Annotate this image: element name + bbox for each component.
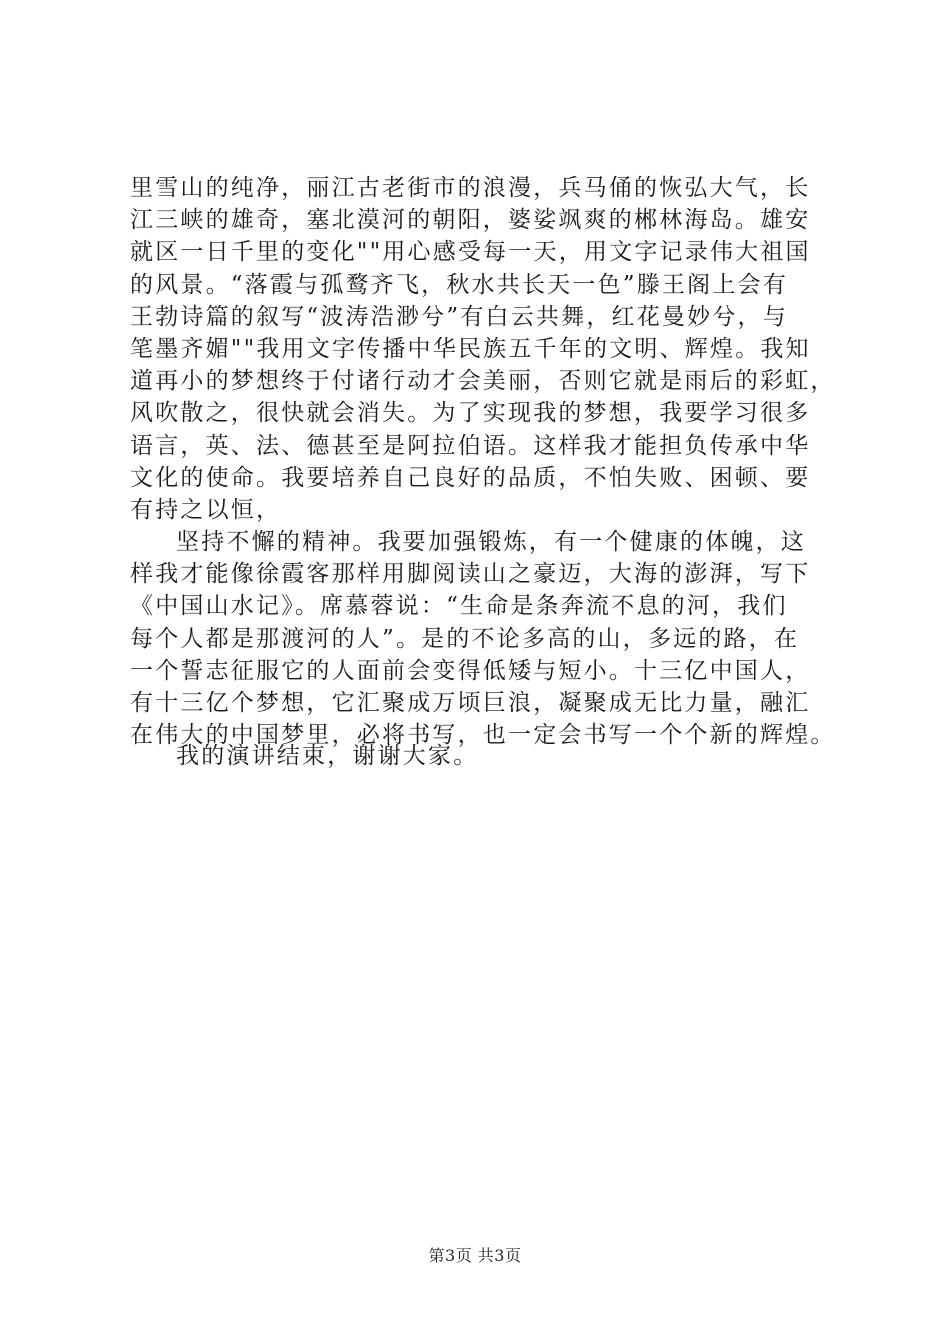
paragraph-2-line: 有十三亿个梦想，它汇聚成万顷巨浪，凝聚成无比力量，融汇 xyxy=(130,690,811,716)
paragraph-1-line: 道再小的梦想终于付诸行动才会美丽，否则它就是雨后的彩虹， xyxy=(130,368,836,395)
paragraph-2-line: 在伟大的中国梦里，必将书写，也一定会书写一个个新的辉煌。 xyxy=(130,722,836,749)
document-body xyxy=(130,172,835,751)
paragraph-1-line: 语言，英、法、德甚至是阿拉伯语。这样我才能担负传承中华 xyxy=(130,432,811,459)
paragraph-2-line: 一个誓志征服它的人面前会变得低矮与短小。十三亿中国人， xyxy=(130,657,811,684)
paragraph-1-line: 笔墨齐媚""我用文字传播中华民族五千年的文明、辉煌。我知 xyxy=(130,335,811,362)
paragraph-2-line: 样我才能像徐霞客那样用脚阅读山之豪迈，大海的澎湃，写下 xyxy=(130,561,811,588)
paragraph-2-line: 每个人都是那渡河的人”。是的不论多高的山，多远的路，在 xyxy=(130,625,800,652)
paragraph-1-line: 里雪山的纯净，丽江古老街市的浪漫，兵马俑的恢弘大气，长 xyxy=(130,175,811,201)
paragraph-1-line: 的风景。“落霞与孤鹜齐飞，秋水共长天一色”滕王阁上会有 xyxy=(130,271,788,298)
paragraph-2-line: 坚持不懈的精神。我要加强锻炼，有一个健康的体魄，这 xyxy=(176,529,806,556)
page-footer: 第3页 共3页 xyxy=(428,1246,522,1265)
paragraph-2-line: 《中国山水记》。席慕蓉说：“生命是条奔流不息的河，我们 xyxy=(130,593,788,620)
paragraph-1-line: 江三峡的雄奇，塞北漠河的朝阳，婆娑飒爽的郴林海岛。雄安 xyxy=(130,207,811,234)
paragraph-1-line: 文化的使命。我要培养自己良好的品质，不怕失败、困顿、要 xyxy=(130,464,811,491)
paragraph-1-line: 王勃诗篇的叙写“波涛浩渺兮”有白云共舞，红花曼妙兮，与 xyxy=(130,303,788,330)
paragraph-1-line: 有持之以恒， xyxy=(130,496,282,523)
paragraph-1-line: 风吹散之，很快就会消失。为了实现我的梦想，我要学习很多 xyxy=(130,400,811,427)
closing-line: 我的演讲结束，谢谢大家。 xyxy=(176,743,479,769)
paragraph-1-line: 就区一日千里的变化""用心感受每一天，用文字记录伟大祖国 xyxy=(130,239,811,266)
